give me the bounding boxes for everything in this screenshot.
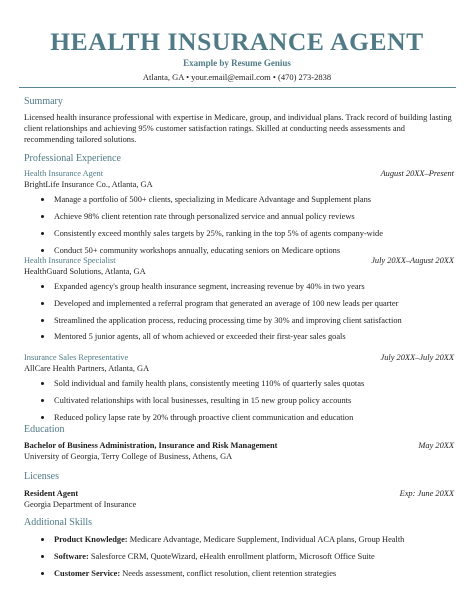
education-degree: Bachelor of Business Administration, Insurance and Risk Management [24, 441, 278, 450]
contact-email[interactable]: your.email@email.com [191, 72, 271, 82]
skill-label: Product Knowledge: [54, 535, 128, 544]
list-item: Reduced policy lapse rate by 20% through proactive client communication and education [0, 412, 474, 423]
job-dates: July 20XX–August 20XX [371, 256, 454, 265]
list-item: Mentored 5 junior agents, all of whom achieved or exceeded their first-year sales goals [0, 331, 474, 342]
contact-separator: • [186, 72, 190, 82]
skill-value: Needs assessment, conflict resolution, client retention strategies [122, 569, 337, 578]
list-item: Cultivated relationships with local businesses, resulting in 15 new group policy accounts [0, 395, 474, 406]
job-bullets [0, 281, 474, 348]
list-item [0, 534, 474, 545]
job-company: HealthGuard Solutions, Atlanta, GA [24, 267, 146, 276]
list-item: Consistently exceed monthly sales targets by 25%, ranking in the top 5% of agents company-wide [0, 228, 474, 239]
header-divider [19, 87, 456, 88]
skills-list [0, 534, 474, 585]
licenses-heading: Licenses [24, 471, 59, 482]
list-item: Manage a portfolio of 500+ clients, specializing in Medicare Advantage and Supplement plans [0, 194, 474, 205]
job-company: AllCare Health Partners, Atlanta, GA [24, 364, 150, 373]
list-item [0, 551, 474, 562]
resume-subtitle: Example by Resume Genius [183, 58, 291, 68]
list-item: Developed and implemented a referral program that generated an average of 100 new leads per quarter [0, 298, 474, 309]
summary-heading: Summary [24, 96, 63, 107]
license-issuer: Georgia Department of Insurance [24, 500, 137, 509]
list-item: Achieve 98% client retention rate through personalized service and annual policy reviews [0, 211, 474, 222]
list-item: Conduct 50+ community workshops annually, educating seniors on Medicare options [0, 245, 474, 256]
list-item: Streamlined the application process, reducing processing time by 30% and improving client satisfaction [0, 315, 474, 326]
contact-phone: (470) 273-2838 [278, 72, 332, 82]
list-item: Sold individual and family health plans, consistently meeting 110% of quarterly sales quotas [0, 378, 474, 389]
experience-heading: Professional Experience [24, 153, 121, 164]
resume-name: HEALTH INSURANCE AGENT [50, 27, 424, 56]
job-title: Health Insurance Agent [24, 169, 104, 178]
education-school: University of Georgia, Terry College of Business, Athens, GA [24, 452, 233, 461]
skill-value: Salesforce CRM, QuoteWizard, eHealth enrollment platform, Microsoft Office Suite [90, 552, 375, 561]
job-dates: August 20XX–Present [380, 169, 454, 178]
list-item [0, 568, 474, 579]
skill-label: Software: [54, 552, 89, 561]
license-title: Resident Agent [24, 489, 79, 498]
contact-location: Atlanta, GA [142, 72, 184, 82]
skills-heading: Additional Skills [24, 517, 93, 528]
skill-value: Medicare Advantage, Medicare Supplement, Individual ACA plans, Group Health [129, 535, 405, 544]
job-title: Insurance Sales Representative [24, 353, 129, 362]
education-date: May 20XX [418, 441, 454, 450]
job-dates: July 20XX–July 20XX [380, 353, 454, 362]
summary-text: Licensed health insurance professional with expertise in Medicare, group, and individual plans. Track record of building lasting client relationships and achieving 95% customer satisfaction ratings. Skilled at conducting needs assessments and recommending tailored solutions. [24, 113, 452, 144]
job-bullets [0, 194, 474, 262]
list-item: Expanded agency's group health insurance segment, increasing revenue by 40% in two years [0, 281, 474, 292]
job-company: BrightLife Insurance Co., Atlanta, GA [24, 180, 153, 189]
job-bullets [0, 378, 474, 429]
job-title: Health Insurance Specialist [24, 256, 116, 265]
contact-separator: • [272, 72, 276, 82]
education-heading: Education [24, 424, 65, 435]
license-date: Exp: June 20XX [399, 489, 454, 498]
contact-line [0, 72, 474, 83]
skill-label: Customer Service: [54, 569, 121, 578]
